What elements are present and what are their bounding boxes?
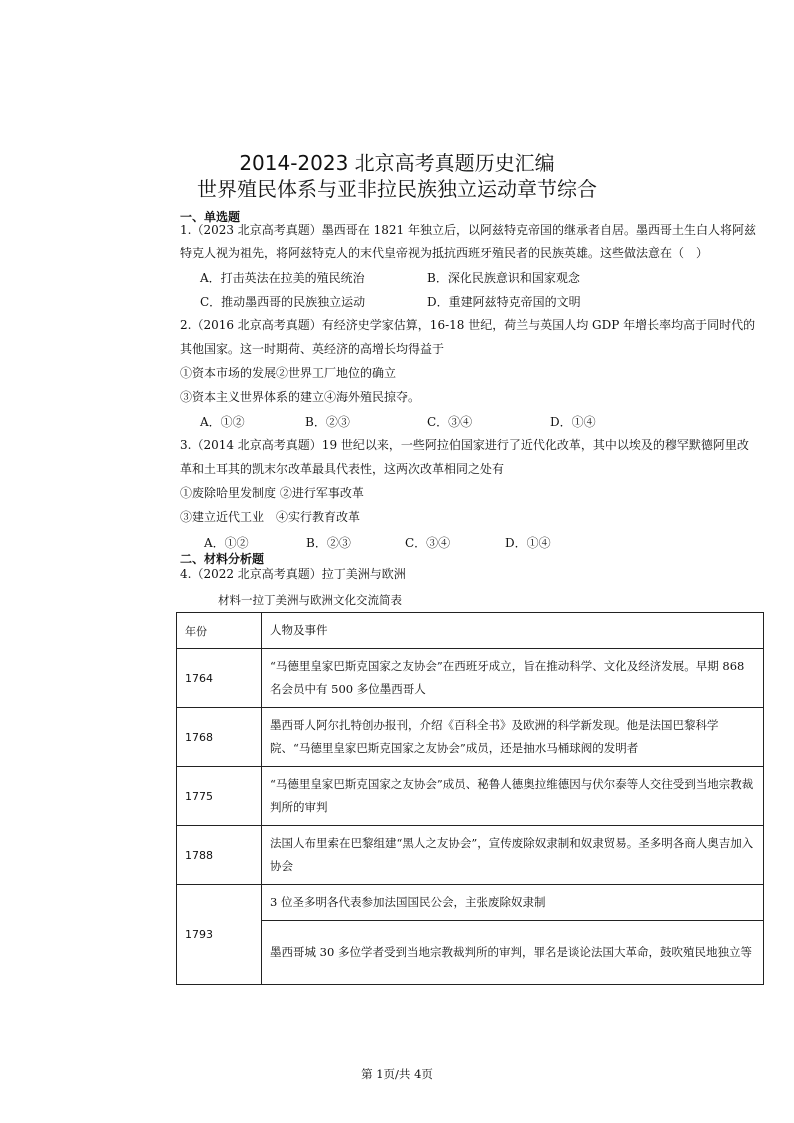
q3-items-line1: ①废除哈里发制度 ②进行军事改革 (180, 486, 364, 500)
row-year: 1788 (177, 826, 262, 885)
row-event: 3 位圣多明各代表参加法国国民公会，主张废除奴隶制 (262, 885, 764, 921)
row-year: 1768 (177, 708, 262, 767)
doc-title-line1: 2014-2023 北京高考真题历史汇编 (239, 151, 555, 175)
culture-exchange-table (176, 612, 764, 985)
q3-stem-line1: 3.（2014 北京高考真题）19 世纪以来，一些阿拉伯国家进行了近代化改革，其中以埃及的穆罕默德阿里改 (180, 438, 749, 452)
q2-option-d: D．①④ (550, 415, 596, 429)
table-row (177, 885, 764, 921)
table-caption: 材料一拉丁美洲与欧洲文化交流简表 (218, 593, 402, 607)
row-event: 墨西哥城 30 多位学者受到当地宗教裁判所的审判，罪名是谈论法国大革命，鼓吹殖民地独立等 (262, 921, 764, 985)
section-heading-single-choice: 一、单选题 (180, 210, 241, 224)
q1-option-b: B．深化民族意识和国家观念 (427, 271, 580, 285)
row-event: 法国人布里索在巴黎组建“黑人之友协会”，宣传废除奴隶制和奴隶贸易。圣多明各商人奥吉加入协会 (262, 826, 764, 885)
q1-stem-line1: 1.（2023 北京高考真题）墨西哥在 1821 年独立后，以阿兹特克帝国的继承者自居。墨西哥土生白人将阿兹 (180, 223, 756, 237)
q2-option-a: A．①② (200, 415, 245, 429)
row-year: 1793 (177, 885, 262, 985)
q1-option-d: D．重建阿兹特克帝国的文明 (427, 295, 581, 309)
q4-stem: 4.（2022 北京高考真题）拉丁美洲与欧洲 (180, 567, 406, 581)
q1-option-c: C．推动墨西哥的民族独立运动 (200, 295, 366, 309)
q1-option-a: A．打击英法在拉美的殖民统治 (200, 271, 365, 285)
table-row (177, 921, 764, 985)
table-header-row (177, 613, 764, 649)
q2-items-line2: ③资本主义世界体系的建立④海外殖民掠夺。 (180, 390, 421, 404)
table-row (177, 708, 764, 767)
header-event: 人物及事件 (262, 613, 764, 649)
section-heading-material-analysis: 二、材料分析题 (180, 552, 265, 566)
row-year: 1775 (177, 767, 262, 826)
q2-stem-line1: 2.（2016 北京高考真题）有经济史学家估算，16-18 世纪，荷兰与英国人均 GDP 年增长率均高于同时代的 (180, 318, 756, 332)
q2-option-c: C．③④ (427, 415, 473, 429)
q3-option-c: C．③④ (405, 536, 451, 550)
row-year: 1764 (177, 649, 262, 708)
q3-items-line2: ③建立近代工业 ④实行教育改革 (180, 510, 361, 524)
q3-option-a: A．①② (204, 536, 249, 550)
row-event: “马德里皇家巴斯克国家之友协会”成员、秘鲁人德奥拉维德因与伏尔泰等人交往受到当地宗教裁判所的审判 (262, 767, 764, 826)
row-event: “马德里皇家巴斯克国家之友协会”在西班牙成立，旨在推动科学、文化及经济发展。早期 868 名会员中有 500 多位墨西哥人 (262, 649, 764, 708)
page-footer: 第 1页/共 4页 (361, 1067, 433, 1081)
table-row (177, 826, 764, 885)
q2-stem-line2: 其他国家。这一时期荷、英经济的高增长均得益于 (180, 342, 445, 356)
doc-title-line2: 世界殖民体系与亚非拉民族独立运动章节综合 (197, 177, 597, 201)
header-year: 年份 (177, 613, 262, 649)
row-event: 墨西哥人阿尔扎特创办报刊，介绍《百科全书》及欧洲的科学新发现。他是法国巴黎科学院、“马德里皇家巴斯克国家之友协会”成员，还是抽水马桶球阀的发明者 (262, 708, 764, 767)
q3-option-b: B．②③ (306, 536, 351, 550)
table-row (177, 649, 764, 708)
q3-option-d: D．①④ (505, 536, 551, 550)
q2-items-line1: ①资本市场的发展②世界工厂地位的确立 (180, 366, 397, 380)
q1-stem-line2: 特克人视为祖先，将阿兹特克人的末代皇帝视为抵抗西班牙殖民者的民族英雄。这些做法意在（ ） (180, 246, 709, 260)
table-row (177, 767, 764, 826)
q3-stem-line2: 革和土耳其的凯末尔改革最具代表性，这两次改革相同之处有 (180, 462, 505, 476)
q2-option-b: B．②③ (305, 415, 350, 429)
